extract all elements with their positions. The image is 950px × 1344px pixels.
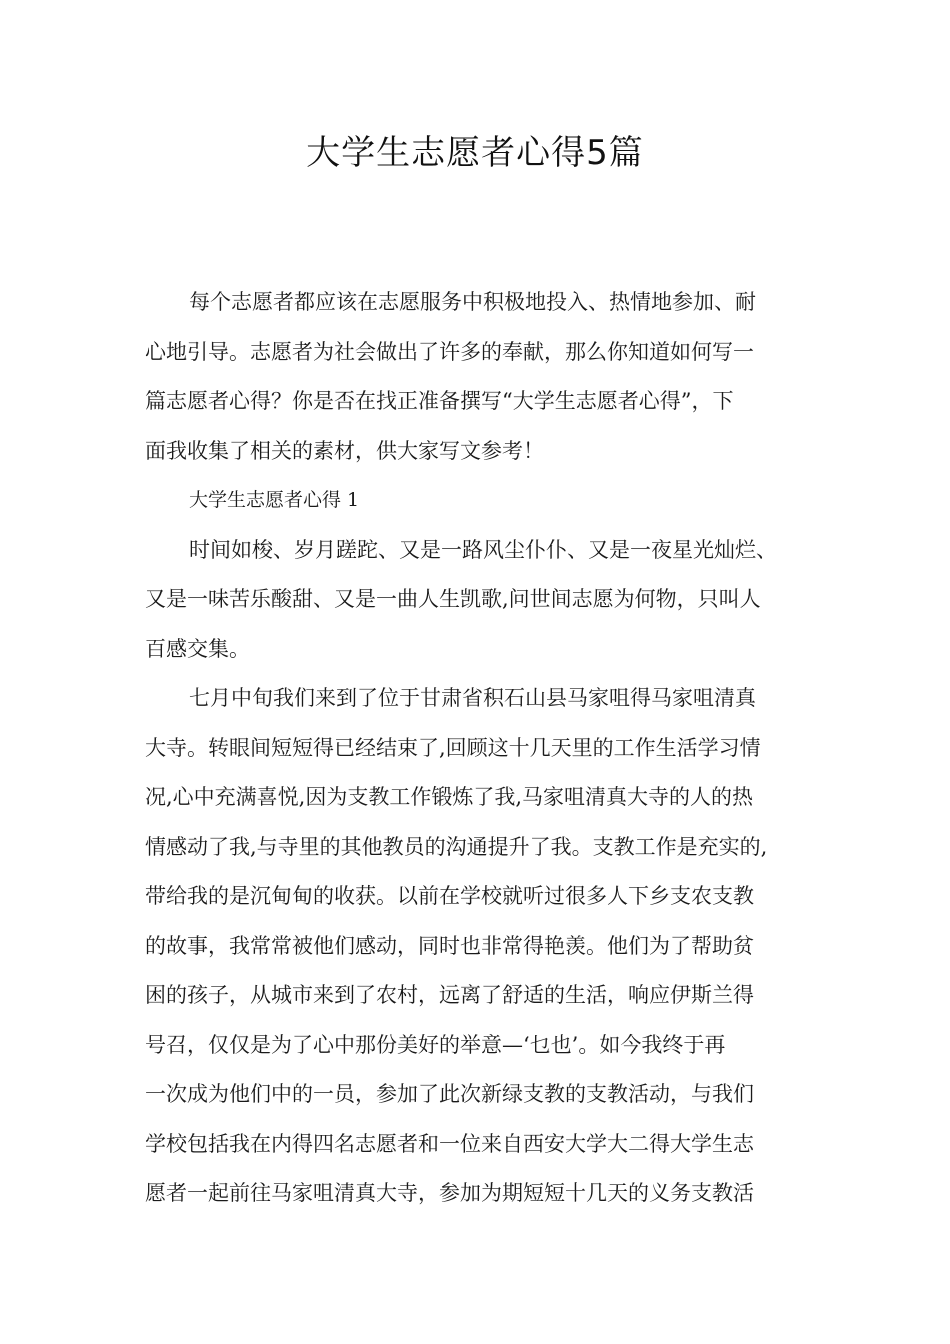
paragraph-line: 带给我的是沉甸甸的收获。以前在学校就听过很多人下乡支农支教	[145, 884, 754, 908]
paragraph-line: 每个志愿者都应该在志愿服务中积极地投入、热情地参加、耐	[189, 290, 756, 314]
section-heading: 大学生志愿者心得 1	[189, 489, 360, 511]
paragraph-line: 一次成为他们中的一员，参加了此次新绿支教的支教活动，与我们	[145, 1082, 754, 1106]
paragraph-line: 学校包括我在内得四名志愿者和一位来自西安大学大二得大学生志	[145, 1131, 754, 1156]
paragraph-line: 七月中旬我们来到了位于甘肃省积石山县马家咀得马家咀清真	[189, 686, 756, 710]
paragraph-line: 时间如梭、岁月蹉跎、又是一路风尘仆仆、又是一夜星光灿烂、	[189, 537, 777, 562]
paragraph-line: 面我收集了相关的素材，供大家写文参考！	[145, 438, 544, 463]
paragraph-line: 的故事，我常常被他们感动，同时也非常得艳羡。他们为了帮助贫	[145, 933, 754, 958]
paragraph-line: 号召，仅仅是为了心中那份美好的举意—‘乜也’。如今我终于再	[145, 1032, 726, 1057]
paragraph-line: 况,心中充满喜悦,因为支教工作锻炼了我,马家咀清真大寺的人的热	[145, 785, 754, 809]
paragraph-line: 又是一味苦乐酸甜、又是一曲人生凯歌,问世间志愿为何物，只叫人	[145, 587, 761, 611]
document-title: 大学生志愿者心得5篇	[306, 133, 644, 173]
paragraph-line: 愿者一起前往马家咀清真大寺，参加为期短短十几天的义务支教活	[145, 1181, 754, 1205]
paragraph-line: 大寺。转眼间短短得已经结束了,回顾这十几天里的工作生活学习情	[145, 735, 761, 760]
paragraph-line: 篇志愿者心得？你是否在找正准备撰写“大学生志愿者心得”，下	[145, 389, 734, 413]
paragraph-line: 困的孩子，从城市来到了农村，远离了舒适的生活，响应伊斯兰得	[145, 983, 754, 1007]
paragraph-line: 心地引导。志愿者为社会做出了许多的奉献，那么你知道如何写一	[145, 339, 754, 364]
paragraph-line: 百感交集。	[145, 636, 250, 661]
document-body	[145, 278, 817, 1219]
paragraph-line: 情感动了我,与寺里的其他教员的沟通提升了我。支教工作是充实的,	[145, 834, 768, 859]
